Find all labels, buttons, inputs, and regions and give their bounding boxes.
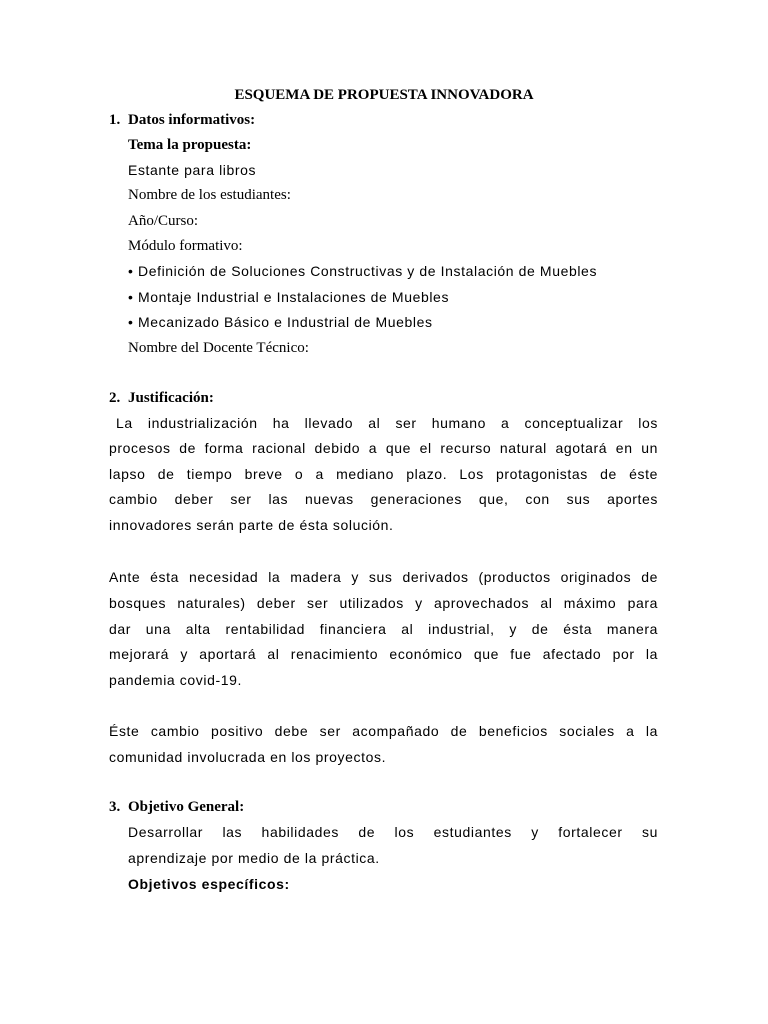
section-2-number: 2. xyxy=(109,390,121,406)
teacher-label: Nombre del Docente Técnico: xyxy=(128,340,309,356)
justification-para1-line: lapso de tiempo breve o a mediano plazo. Los protagonistas de éste xyxy=(109,466,658,482)
justification-para2-line: Ante ésta necesidad la madera y sus derivados (productos originados de xyxy=(109,569,658,585)
section-1-heading xyxy=(109,111,255,129)
justification-para1-line: La industrialización ha llevado al ser humano a conceptualizar los xyxy=(116,415,658,431)
general-objective-line: Desarrollar las habilidades de los estudiantes y fortalecer su xyxy=(128,824,658,840)
justification-para1-line: innovadores serán parte de ésta solución. xyxy=(109,517,394,533)
justification-para2-line: pandemia covid-19. xyxy=(109,672,242,688)
module-item: • Definición de Soluciones Constructivas y de Instalación de Muebles xyxy=(128,263,598,279)
justification-para2-line: bosques naturales) deber ser utilizados y aprovechados al máximo para xyxy=(109,595,658,611)
justification-para3-line: Éste cambio positivo debe ser acompañado de beneficios sociales a la xyxy=(109,723,658,739)
section-3-heading xyxy=(109,798,244,816)
justification-para2-line: mejorará y aportará al renacimiento económico que fue afectado por la xyxy=(109,646,658,662)
section-2-title: Justificación: xyxy=(128,390,214,406)
section-3-number: 3. xyxy=(109,799,121,815)
year-label: Año/Curso: xyxy=(128,213,199,229)
justification-para2-line: dar una alta rentabilidad financiera al industrial, y de ésta manera xyxy=(109,621,658,637)
module-label: Módulo formativo: xyxy=(128,238,243,254)
section-1-title: Datos informativos: xyxy=(128,112,256,128)
justification-para3-line: comunidad involucrada en los proyectos. xyxy=(109,749,387,765)
topic-value: Estante para libros xyxy=(128,162,257,178)
justification-para1-line: cambio deber ser las nuevas generaciones que, con sus aportes xyxy=(109,491,658,507)
topic-label: Tema la propuesta: xyxy=(128,137,252,153)
students-label: Nombre de los estudiantes: xyxy=(128,187,291,203)
general-objective-line: aprendizaje por medio de la práctica. xyxy=(128,850,380,866)
document-title: ESQUEMA DE PROPUESTA INNOVADORA xyxy=(234,87,534,103)
module-item: • Montaje Industrial e Instalaciones de Muebles xyxy=(128,289,450,305)
section-2-heading xyxy=(109,389,214,407)
specific-objectives-label: Objetivos específicos: xyxy=(128,876,290,892)
module-item: • Mecanizado Básico e Industrial de Muebles xyxy=(128,314,433,330)
justification-para1-line: procesos de forma racional debido a que el recurso natural agotará en un xyxy=(109,440,658,456)
section-3-title: Objetivo General: xyxy=(128,799,245,815)
section-1-number: 1. xyxy=(109,112,121,128)
